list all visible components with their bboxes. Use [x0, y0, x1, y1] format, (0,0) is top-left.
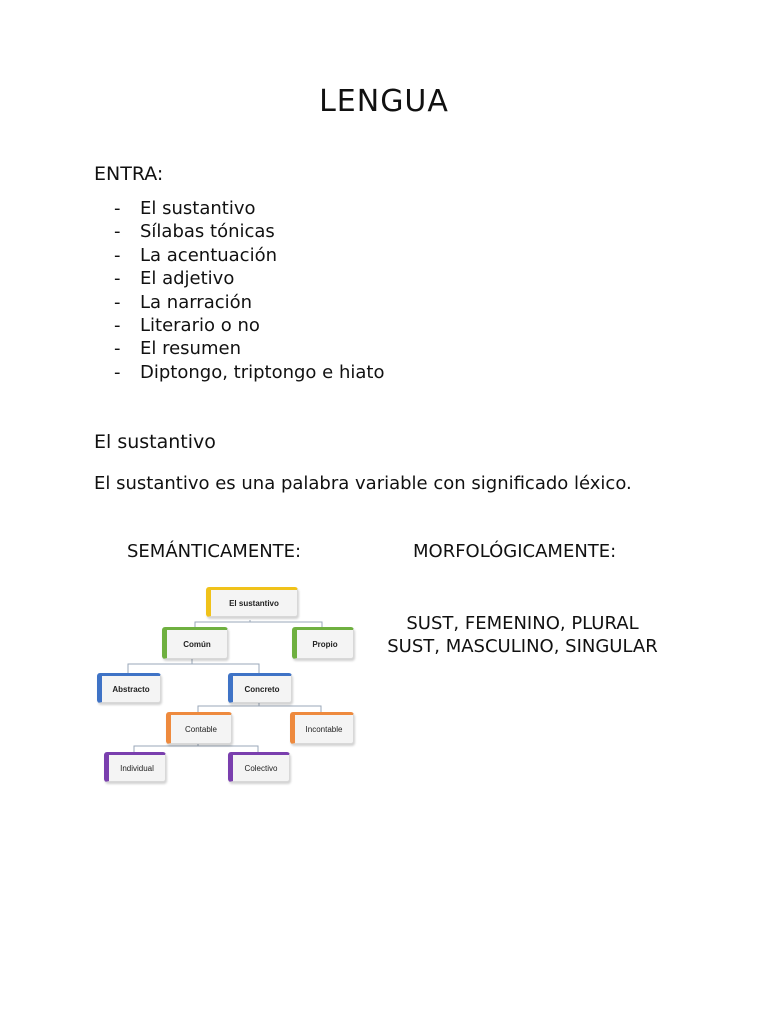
diagram-node-incontable: Incontable [290, 712, 354, 744]
semantic-heading: SEMÁNTICAMENTE: [127, 541, 302, 562]
dash-bullet: - [114, 291, 121, 313]
morphologic-line: SUST, MASCULINO, SINGULAR [387, 636, 658, 657]
diagram-node-propio: Propio [292, 627, 354, 659]
list-item-text: La narración [140, 291, 253, 313]
diagram-node-abstracto: Abstracto [97, 673, 161, 703]
diagram-node-root: El sustantivo [206, 587, 298, 617]
morphologic-examples [360, 612, 685, 658]
dash-bullet: - [114, 268, 121, 290]
list-item [114, 244, 384, 267]
list-item-text: La acentuación [140, 244, 278, 266]
morphologic-heading: MORFOLÓGICAMENTE: [413, 541, 617, 562]
connector-root [195, 620, 322, 627]
diagram-node-contable: Contable [166, 712, 232, 744]
list-item [114, 337, 384, 360]
list-item [114, 267, 384, 290]
sustantivo-classification-diagram [92, 580, 354, 790]
list-item [114, 361, 384, 384]
list-item [114, 291, 384, 314]
diagram-node-colectivo: Colectivo [228, 752, 290, 782]
diagram-node-comun: Común [162, 627, 228, 659]
diagram-node-individual: Individual [104, 752, 166, 782]
dash-bullet: - [114, 315, 121, 337]
list-item-text: Literario o no [140, 315, 260, 337]
dash-bullet: - [114, 361, 121, 383]
entra-heading: ENTRA: [94, 163, 164, 185]
list-item-text: Diptongo, triptongo e hiato [140, 361, 385, 383]
list-item [114, 220, 384, 243]
dash-bullet: - [114, 221, 121, 243]
morphologic-line: SUST, FEMENINO, PLURAL [406, 613, 639, 634]
list-item-text: Sílabas tónicas [140, 221, 275, 243]
list-item [114, 197, 384, 220]
page-title: LENGUA [319, 84, 449, 119]
dash-bullet: - [114, 198, 121, 219]
list-item-text: El resumen [140, 338, 241, 360]
sustantivo-heading: El sustantivo [94, 431, 216, 453]
sustantivo-definition: El sustantivo es una palabra variable con significado léxico. [94, 473, 632, 494]
list-item-text: El sustantivo [140, 198, 256, 219]
topic-list [114, 197, 384, 384]
diagram-node-concreto: Concreto [228, 673, 292, 703]
list-item-text: El adjetivo [140, 268, 235, 290]
dash-bullet: - [114, 244, 121, 266]
list-item [114, 314, 384, 337]
dash-bullet: - [114, 338, 121, 360]
